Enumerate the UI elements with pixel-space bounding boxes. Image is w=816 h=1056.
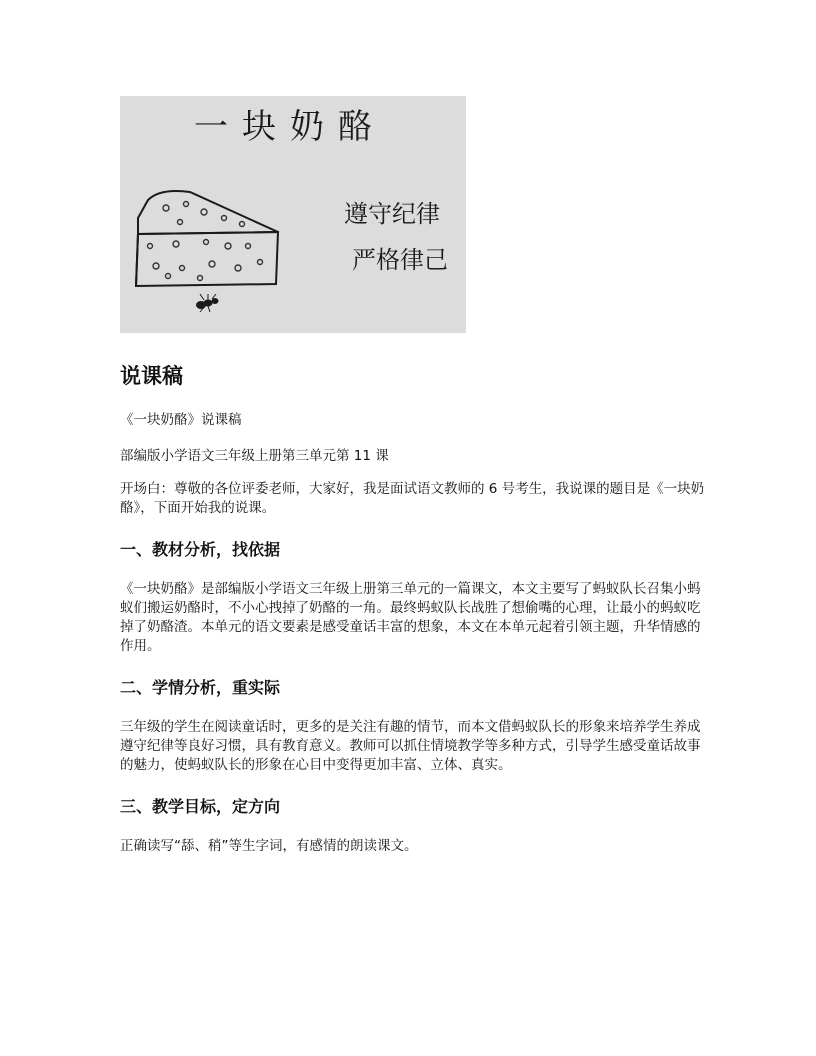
- lesson-edition: 部编版小学语文三年级上册第三单元第 11 课: [120, 448, 389, 464]
- illustration-caption-line2: 严格律己: [352, 246, 448, 274]
- lesson-subtitle: 《一块奶酪》说课稿: [120, 412, 242, 428]
- section-heading-textbook: 一、教材分析，找依据: [120, 540, 281, 559]
- illustration-caption-line1: 遵守纪律: [344, 200, 440, 228]
- illustration-title: 一块奶酪: [194, 107, 386, 147]
- section-body-students: 三年级的学生在阅读童话时，更多的是关注有趣的情节，而本文借蚂蚁队长的形象来培养学生养成遵守纪律等良好习惯，具有教育意义。教师可以抓住情境教学等多种方式，引导学生感受童话故事的魅力，使蚂蚁队长的形象在心目中变得更加丰富、立体、真实。: [120, 719, 701, 773]
- section-body-goals: 正确读写“舔、稍”等生字词，有感情的朗读课文。: [120, 838, 418, 854]
- document-page: [120, 96, 710, 856]
- section-body-textbook: 《一块奶酪》是部编版小学语文三年级上册第三单元的一篇课文，本文主要写了蚂蚁队长召集小蚂蚁们搬运奶酪时，不小心拽掉了奶酪的一角。最终蚂蚁队长战胜了想偷嘴的心理，让最小的蚂蚁吃掉了奶酪渣。本单元的语文要素是感受童话丰富的想象，本文在本单元起着引领主题，升华情感的作用。: [120, 581, 701, 654]
- cheese-illustration: [120, 96, 466, 333]
- section-heading-students: 二、学情分析，重实际: [120, 678, 281, 697]
- section-heading-goals: 三、教学目标，定方向: [120, 797, 281, 816]
- page-title: 说课稿: [120, 364, 183, 388]
- opening-paragraph: 开场白：尊敬的各位评委老师，大家好，我是面试语文教师的 6 号考生，我说课的题目是《一块奶酪》，下面开始我的说课。: [120, 481, 705, 516]
